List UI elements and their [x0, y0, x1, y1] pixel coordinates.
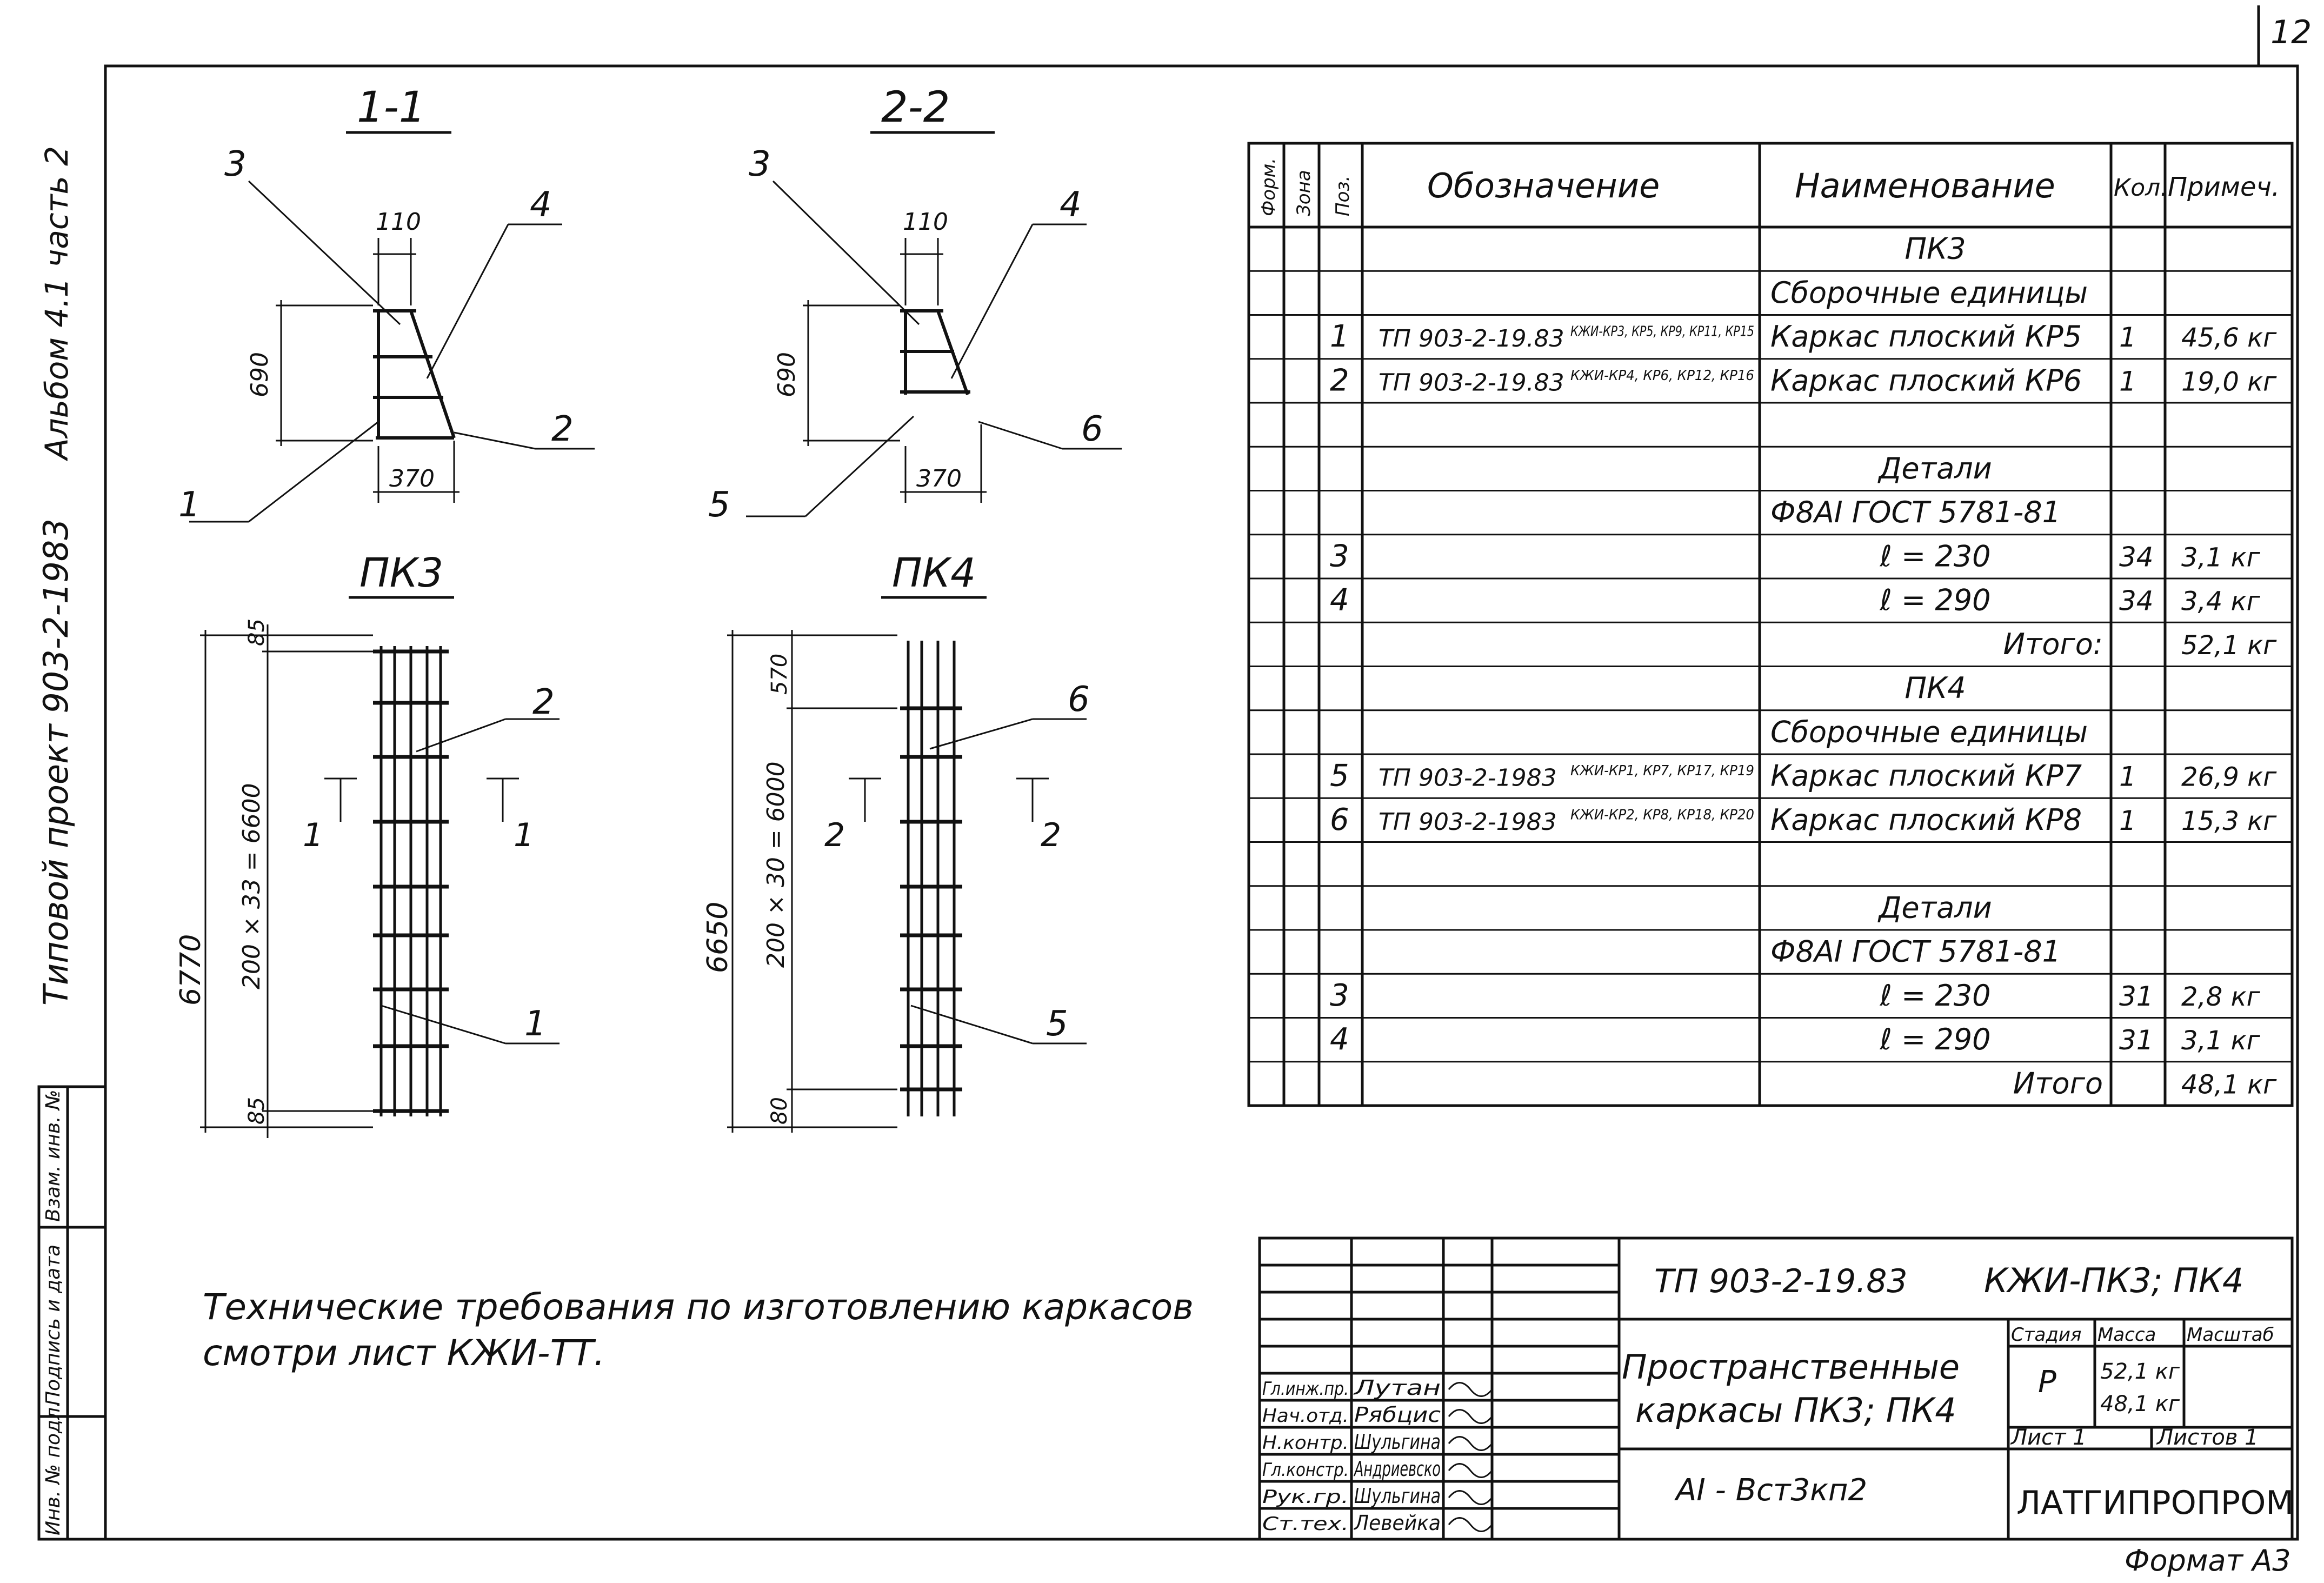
header-pos: Поз.	[1332, 175, 1354, 216]
row-pos: 2	[1330, 363, 1349, 398]
dim-spacing-pk3: 200 × 33 = 6600	[238, 783, 265, 989]
row-name: Сборочные единицы	[1770, 715, 2088, 749]
row-qty: 1	[2119, 365, 2136, 397]
dim-85-top: 85	[244, 618, 269, 646]
row-pos: 4	[1330, 1022, 1349, 1057]
row-note: 15,3 кг	[2181, 806, 2277, 836]
mass-header: Масса	[2097, 1324, 2156, 1346]
row-qty: 34	[2119, 585, 2154, 617]
staff-row	[1262, 1430, 1492, 1454]
material-label: АI - Вст3кп2	[1676, 1473, 1868, 1508]
row-pos: 1	[1330, 319, 1349, 354]
row-name: ПК3	[1905, 231, 1966, 266]
table-row	[1905, 232, 1966, 266]
row-qty: 1	[2119, 322, 2136, 353]
row-note: 19,0 кг	[2181, 367, 2277, 397]
row-designation: ТП 903-2-1983	[1379, 764, 1557, 792]
row-name: ПК4	[1905, 671, 1966, 705]
dim-690-s2: 690	[773, 352, 801, 397]
row-name: ℓ = 230	[1880, 978, 1991, 1013]
staff-role: Гл.инж.пр.	[1262, 1378, 1349, 1400]
cut-mark-1-right: 1	[514, 816, 535, 854]
view-pk3-title: ПК3	[359, 550, 444, 596]
row-name: Ф8АI ГОСТ 5781-81	[1770, 934, 2061, 969]
sheet-label: Лист 1	[2011, 1425, 2087, 1450]
staff-row	[1262, 1376, 1492, 1400]
stamp-replace-label: Взам. инв. №	[42, 1089, 64, 1222]
dim-110-s1: 110	[376, 208, 421, 236]
table-row	[1877, 890, 1992, 924]
scale-header: Масштаб	[2187, 1324, 2274, 1346]
table-row	[2003, 627, 2278, 661]
table-row	[1770, 276, 2088, 310]
table-row	[1330, 319, 2277, 354]
callout-3-s1: 3	[224, 144, 247, 184]
table-row	[1330, 759, 2277, 794]
row-designation-sub: КЖИ-КР4, КР6, КР12, КР16	[1570, 367, 1754, 384]
staff-row	[1262, 1403, 1492, 1427]
project-label: Типовой проект 903-2-1983	[36, 518, 76, 1006]
row-pos: 4	[1330, 582, 1349, 618]
header-note: Примеч.	[2168, 172, 2280, 202]
row-name: Каркас плоский КР6	[1770, 363, 2082, 398]
signature-scribble	[1449, 1383, 1492, 1396]
callout-1-pk3: 1	[524, 1004, 547, 1044]
signature-scribble	[1449, 1518, 1492, 1532]
row-qty: 34	[2119, 541, 2154, 573]
row-name: ℓ = 230	[1880, 539, 1991, 574]
signature-scribble	[1449, 1437, 1492, 1451]
table-row	[1905, 671, 1966, 705]
table-row	[1330, 583, 2261, 618]
row-designation-sub: КЖИ-КР1, КР7, КР17, КР19	[1570, 763, 1754, 779]
doc-code: ТП 903-2-19.83	[1654, 1262, 1908, 1300]
staff-row	[1262, 1457, 1492, 1481]
table-row	[1330, 978, 2261, 1013]
table-row	[1330, 1022, 2261, 1057]
row-name: Детали	[1879, 451, 1992, 485]
header-form: Форм.	[1258, 157, 1280, 216]
note-line-2: смотри лист КЖИ-ТТ.	[203, 1332, 605, 1374]
callout-6-s2: 6	[1081, 409, 1103, 449]
header-zone: Зона	[1293, 170, 1315, 216]
row-name: ℓ = 290	[1880, 1022, 1991, 1056]
staff-row	[1262, 1484, 1492, 1508]
section-2-2-title: 2-2	[881, 83, 950, 132]
row-name: Итого	[2013, 1066, 2103, 1101]
stage-header: Стадия	[2011, 1324, 2082, 1346]
header-designation: Обозначение	[1427, 166, 1660, 205]
table-row	[1330, 363, 2277, 398]
row-name: ℓ = 290	[1880, 583, 1991, 617]
view-pk4	[702, 550, 1090, 1133]
row-qty: 31	[2119, 980, 2154, 1012]
callout-3-s2: 3	[749, 144, 771, 184]
row-name: Каркас плоский КР7	[1770, 759, 2082, 793]
view-pk3	[175, 550, 560, 1138]
staff-role: Ст.тех.	[1262, 1513, 1349, 1535]
staff-name: Шульгина	[1354, 1430, 1441, 1454]
note-line-1: Технические требования по изготовлению каркасов	[203, 1286, 1194, 1328]
callout-1-s1: 1	[178, 485, 201, 525]
staff-name: Шульгина	[1354, 1484, 1441, 1508]
table-row	[1330, 538, 2261, 574]
album-label: Альбом 4.1 часть 2	[38, 145, 75, 460]
sheet-number: 12	[2270, 14, 2312, 51]
title-line-1: Пространственные	[1622, 1347, 1960, 1387]
callout-5-s2: 5	[708, 485, 730, 525]
format-label: Формат А3	[2125, 1544, 2291, 1578]
row-pos: 5	[1330, 758, 1349, 794]
row-note: 3,1 кг	[2181, 542, 2260, 573]
view-pk4-title: ПК4	[892, 550, 976, 596]
dim-6650: 6650	[702, 901, 734, 973]
staff-name: Андриевско	[1353, 1457, 1441, 1481]
staff-role: Н.контр.	[1262, 1432, 1349, 1454]
table-row	[1770, 495, 2061, 529]
dim-370-s2: 370	[916, 465, 962, 493]
signature-scribble	[1449, 1464, 1492, 1478]
dim-370-s1: 370	[389, 465, 435, 493]
title-line-2: каркасы ПК3; ПК4	[1635, 1391, 1956, 1430]
row-designation: ТП 903-2-19.83	[1379, 369, 1564, 397]
row-note: 45,6 кг	[2181, 323, 2277, 353]
row-qty: 1	[2119, 761, 2136, 793]
mass-value-1: 52,1 кг	[2100, 1359, 2180, 1384]
dim-570: 570	[767, 653, 792, 695]
mass-value-2: 48,1 кг	[2100, 1392, 2180, 1416]
staff-role: Рук.гр.	[1262, 1486, 1349, 1508]
row-note: 3,1 кг	[2181, 1026, 2260, 1056]
cut-mark-2-left: 2	[824, 816, 845, 854]
row-qty: 1	[2119, 804, 2136, 836]
row-name: Каркас плоский КР8	[1770, 802, 2082, 837]
row-pos: 6	[1330, 802, 1349, 837]
staff-role: Нач.отд.	[1262, 1405, 1349, 1427]
row-note: 3,4 кг	[2181, 586, 2260, 617]
header-qty: Кол.	[2114, 174, 2168, 202]
cut-mark-2-right: 2	[1041, 816, 1062, 854]
spec-table	[1249, 143, 2292, 1106]
stage-value: Р	[2038, 1365, 2056, 1400]
stamp-sign-label: Подпись и дата	[42, 1244, 64, 1406]
row-name: Каркас плоский КР5	[1770, 320, 2082, 354]
sheet-code: КЖИ-ПК3; ПК4	[1984, 1261, 2244, 1300]
row-designation-sub: КЖИ-КР3, КР5, КР9, КР11, КР15	[1570, 323, 1754, 340]
row-note: 52,1 кг	[2181, 630, 2277, 661]
staff-name: Рябцис	[1354, 1403, 1441, 1427]
org-name: ЛАТГИПРОПРОМ	[2016, 1484, 2294, 1522]
callout-6-pk4: 6	[1068, 680, 1090, 720]
dim-110-s2: 110	[903, 208, 948, 236]
title-block	[1260, 1238, 2294, 1539]
dim-80: 80	[767, 1097, 792, 1125]
row-note: 2,8 кг	[2181, 981, 2260, 1012]
table-row	[1770, 935, 2061, 969]
signature-scribble	[1449, 1491, 1492, 1505]
dim-6770: 6770	[175, 934, 207, 1006]
row-qty: 31	[2119, 1025, 2154, 1056]
callout-4-s2: 4	[1060, 185, 1082, 225]
dim-spacing-pk4: 200 × 30 = 6000	[762, 761, 790, 968]
cut-mark-1-left: 1	[303, 816, 324, 854]
section-2-2	[708, 83, 1122, 525]
stamp-inv-label: Инв. № подл.	[42, 1401, 64, 1535]
table-row	[1770, 715, 2088, 749]
row-name: Сборочные единицы	[1770, 275, 2088, 310]
table-row	[2013, 1066, 2277, 1100]
row-name: Итого:	[2003, 627, 2103, 661]
section-1-1-title: 1-1	[357, 83, 426, 132]
callout-2-pk3: 2	[532, 682, 555, 722]
row-name: Детали	[1879, 890, 1992, 925]
row-name: Ф8АI ГОСТ 5781-81	[1770, 495, 2061, 529]
row-note: 26,9 кг	[2181, 762, 2277, 793]
signature-scribble	[1449, 1410, 1492, 1424]
staff-name: Левейка	[1353, 1511, 1441, 1535]
row-designation: ТП 903-2-1983	[1379, 808, 1557, 836]
section-1-1	[178, 83, 595, 525]
header-name: Наименование	[1795, 166, 2055, 205]
row-designation: ТП 903-2-19.83	[1379, 325, 1564, 352]
table-row	[1330, 802, 2277, 837]
callout-2-s1: 2	[551, 409, 574, 449]
table-row	[1877, 451, 1992, 485]
row-designation-sub: КЖИ-КР2, КР8, КР18, КР20	[1570, 807, 1754, 823]
staff-role: Гл.констр.	[1262, 1459, 1349, 1481]
callout-5-pk4: 5	[1046, 1004, 1068, 1044]
dim-690-s1: 690	[246, 352, 274, 397]
staff-row	[1262, 1511, 1492, 1535]
staff-name: Лутан	[1353, 1376, 1441, 1400]
sheets-label: Листов 1	[2157, 1425, 2259, 1450]
row-pos: 3	[1330, 538, 1349, 574]
dim-85-bottom: 85	[244, 1097, 269, 1125]
callout-4-s1: 4	[530, 185, 552, 225]
row-note: 48,1 кг	[2181, 1069, 2277, 1100]
row-pos: 3	[1330, 977, 1349, 1013]
